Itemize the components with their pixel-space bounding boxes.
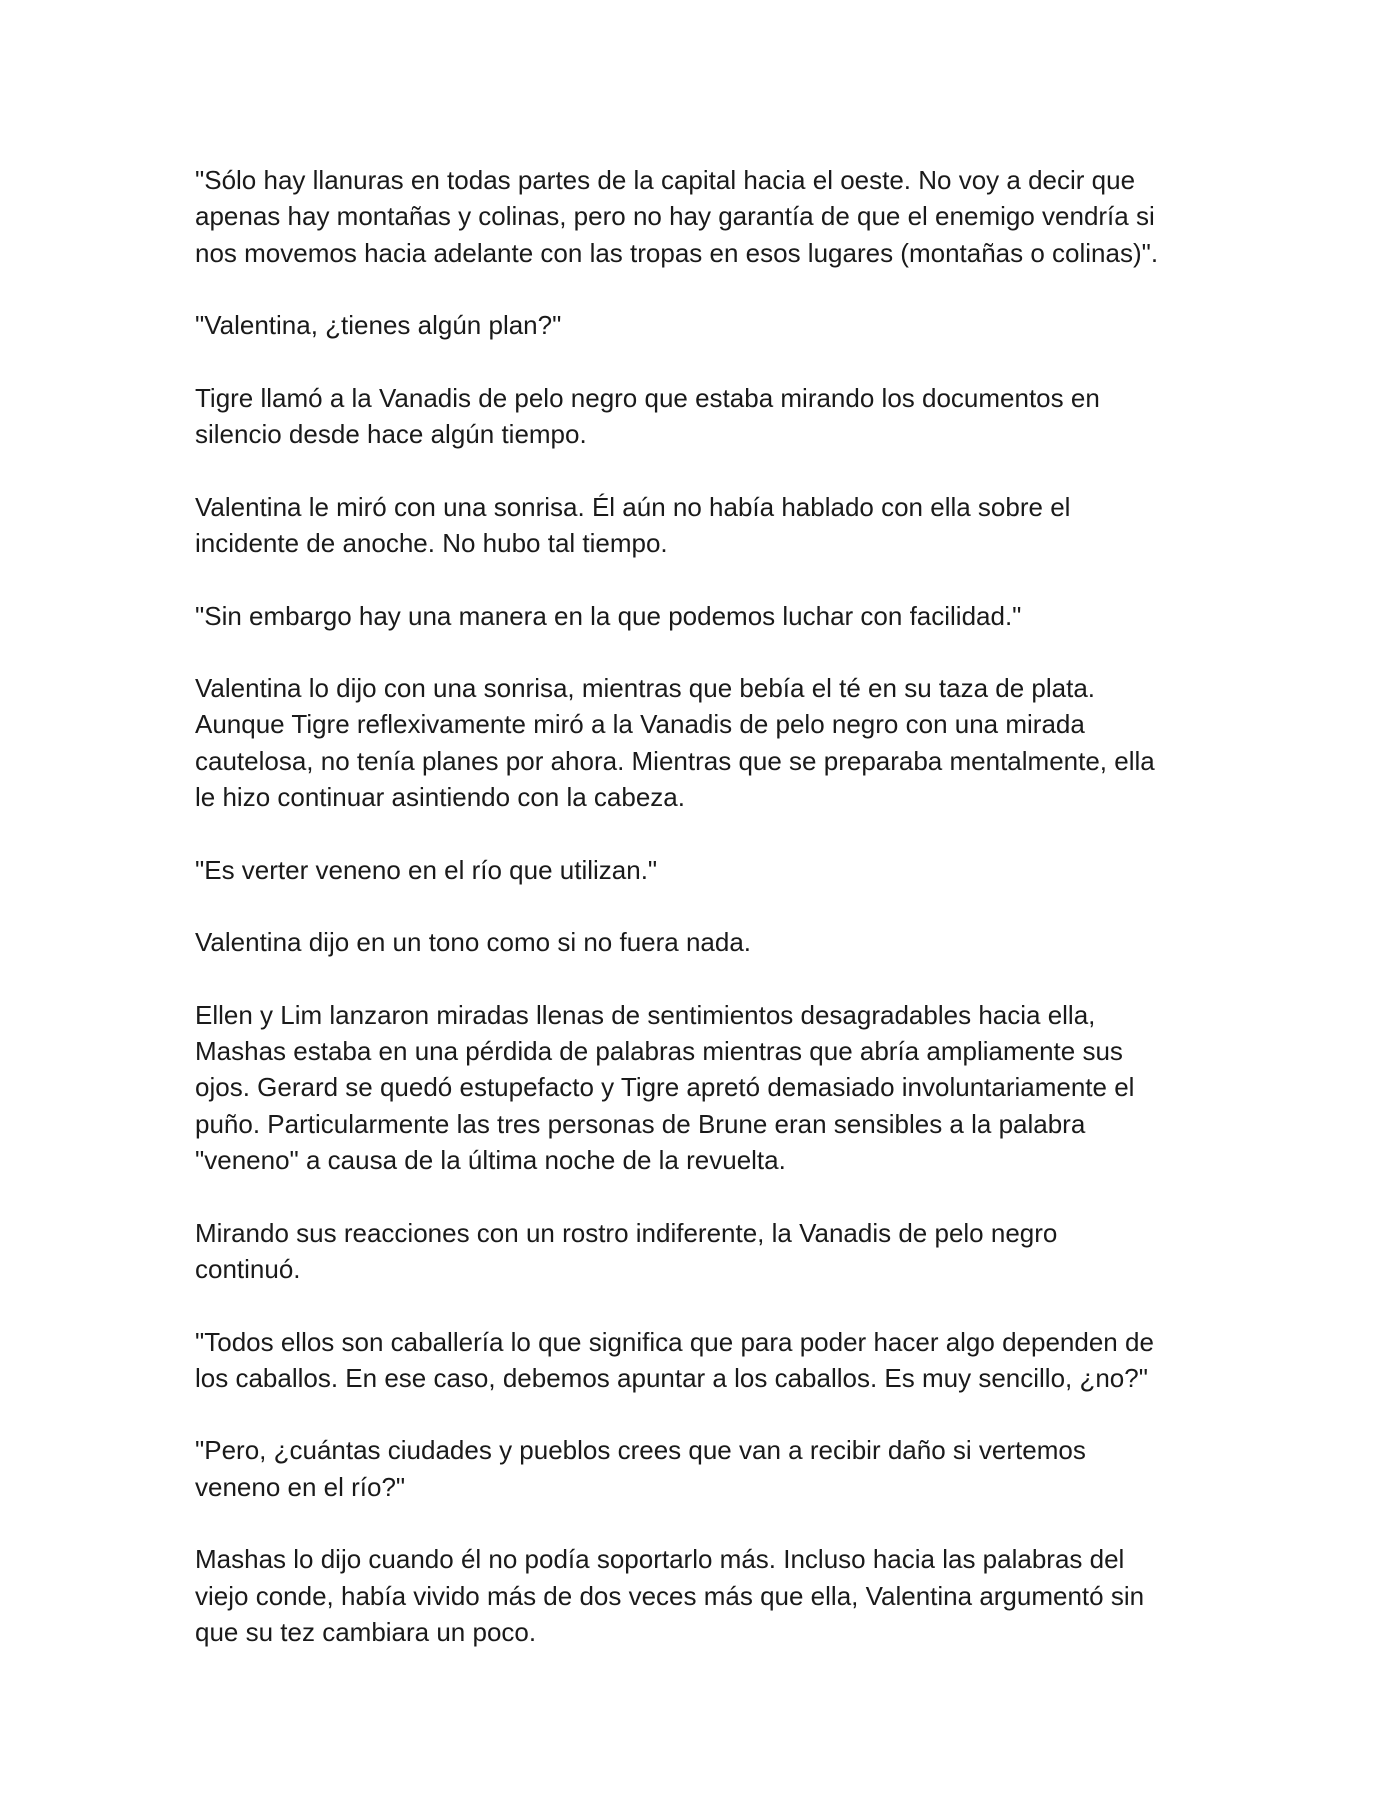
paragraph: "Pero, ¿cuántas ciudades y pueblos crees que van a recibir daño si vertemos veneno en el río?" (195, 1435, 1086, 1502)
paragraph: "Es verter veneno en el río que utilizan." (195, 854, 658, 885)
paragraph: "Sólo hay llanuras en todas partes de la capital hacia el oeste. No voy a decir que apenas hay montañas y colinas, pero no hay garantía de que el enemigo vendría si nos movemos hacia adelante con las tropas en esos lugares (montañas o colinas)". (195, 165, 1159, 268)
paragraph: Valentina dijo en un tono como si no fuera nada. (195, 927, 752, 958)
paragraph: Valentina le miró con una sonrisa. Él aún no había hablado con ella sobre el incidente de anoche. No hubo tal tiempo. (195, 491, 1071, 558)
document-body (195, 162, 1215, 1650)
paragraph: "Valentina, ¿tienes algún plan?" (195, 310, 562, 341)
paragraph: "Sin embargo hay una manera en la que podemos luchar con facilidad." (195, 600, 1022, 631)
paragraph: "Todos ellos son caballería lo que significa que para poder hacer algo dependen de los caballos. En ese caso, debemos apuntar a los caballos. Es muy sencillo, ¿no?" (195, 1326, 1154, 1393)
paragraph: Valentina lo dijo con una sonrisa, mientras que bebía el té en su taza de plata. Aunque Tigre reflexivamente miró a la Vanadis de pelo negro con una mirada cautelosa, no tenía planes por ahora. Mientras que se preparaba mentalmente, ella le hizo continuar asintiendo con la cabeza. (195, 673, 1155, 813)
paragraph: Mashas lo dijo cuando él no podía soportarlo más. Incluso hacia las palabras del viejo conde, había vivido más de dos veces más que ella, Valentina argumentó sin que su tez cambiara un poco. (195, 1544, 1145, 1647)
paragraph: Ellen y Lim lanzaron miradas llenas de sentimientos desagradables hacia ella, Mashas estaba en una pérdida de palabras mientras que abría ampliamente sus ojos. Gerard se quedó estupefacto y Tigre apretó demasiado involuntariamente el puño. Particularmente las tres personas de Brune eran sensibles a la palabra "veneno" a causa de la última noche de la revuelta. (195, 999, 1135, 1176)
paragraph: Tigre llamó a la Vanadis de pelo negro que estaba mirando los documentos en silencio desde hace algún tiempo. (195, 382, 1100, 450)
paragraph: Mirando sus reacciones con un rostro indiferente, la Vanadis de pelo negro continuó. (195, 1217, 1058, 1284)
